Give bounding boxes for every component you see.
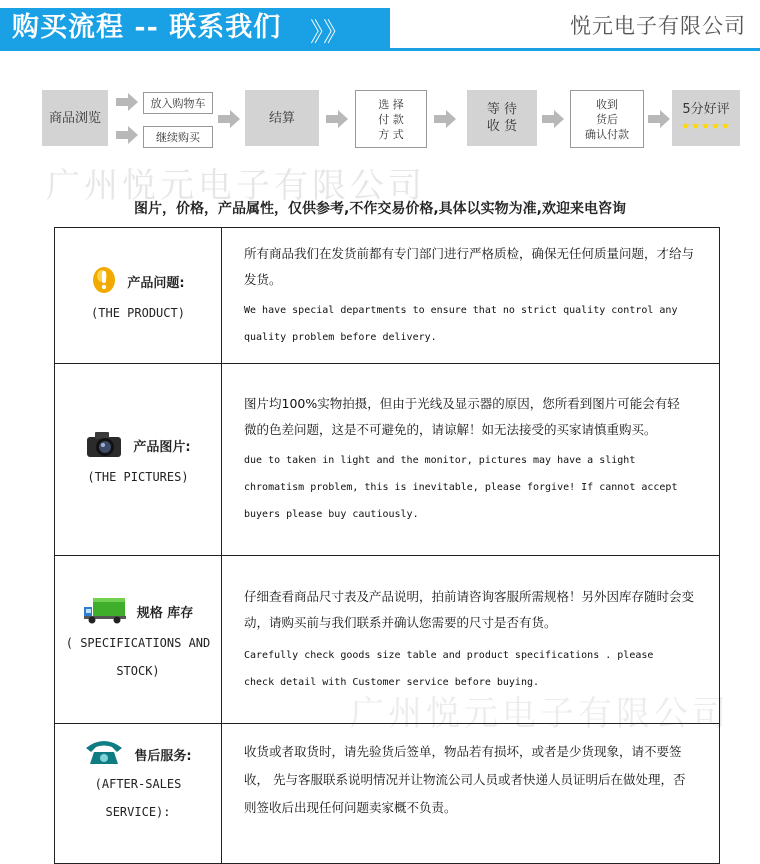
page-header <box>0 0 760 56</box>
watermark: 广州悦元电子有限公司 <box>350 694 730 734</box>
truck-icon <box>83 595 127 629</box>
price-notice: 图片，价格，产品属性，仅供参考,不作交易价格,具体以实物为准,欢迎来电咨询 <box>134 201 626 217</box>
row-content-cell <box>222 228 720 364</box>
row-title-cn: 售后服务: <box>134 748 192 764</box>
exclamation-icon <box>91 265 117 299</box>
row-title-en: (AFTER-SALES SERVICE): <box>94 777 182 819</box>
company-name: 悦元电子有限公司 <box>570 14 746 38</box>
step-browse: 商品浏览 <box>42 90 108 146</box>
chevron-right-icon: 》》 <box>310 18 350 48</box>
table-row <box>55 364 720 556</box>
info-table <box>54 227 720 864</box>
row-title-en: (THE PRODUCT) <box>91 305 185 320</box>
row-title-cell <box>55 724 222 864</box>
step-confirm-payment: 收到 货后 确认付款 <box>570 90 644 148</box>
row-title-en: ( SPECIFICATIONS AND STOCK) <box>65 635 211 678</box>
row-text-en: Carefully check goods size table and product specifications . please check detail with Customer service before buying. <box>244 649 654 688</box>
row-title-cn: 规格 库存 <box>136 606 194 621</box>
table-row <box>55 228 720 364</box>
row-content-cell <box>222 556 720 724</box>
row-title-cn: 产品图片: <box>133 440 191 455</box>
review-label: 5分好评 <box>682 102 730 117</box>
step-checkout: 结算 <box>245 90 319 146</box>
step-continue-shopping: 继续购买 <box>143 126 213 148</box>
row-title-cell <box>55 364 222 556</box>
row-text-cn: 收货或者取货时，请先验货后签单，物品若有损坏，或者是少货现象，请不要签收， 先与客服联系说明情况并让物流公司人员或者快递人员证明后在做处理，否则签收后出现任何问题卖家概不负责。 <box>244 744 686 815</box>
page-title: 购买流程 -- 联系我们 <box>12 12 282 43</box>
watermark: 广州悦元电子有限公司 <box>46 166 426 206</box>
row-text-en: due to taken in light and the monitor, pictures may have a slight chromatism problem, this is inevitable, please forgive! If cannot accept buyers please buy cautiously. <box>244 455 678 520</box>
purchase-flow <box>0 86 760 152</box>
step-wait-delivery: 等 待 收 货 <box>467 90 537 146</box>
star-rating-icon: ★★★★★ <box>681 121 731 132</box>
camera-icon <box>85 429 123 463</box>
step-review <box>672 90 740 146</box>
title-banner <box>0 8 390 48</box>
table-row <box>55 556 720 724</box>
header-divider <box>0 48 760 51</box>
row-text-cn: 所有商品我们在发货前都有专门部门进行严格质检，确保无任何质量问题，才给与发货。 <box>244 245 695 287</box>
row-text-cn: 仔细查看商品尺寸表及产品说明，拍前请咨询客服所需规格！另外因库存随时会变动，请购买前与我们联系并确认您需要的尺寸是否有货。 <box>244 588 695 630</box>
row-content-cell <box>222 364 720 556</box>
step-add-cart: 放入购物车 <box>143 92 213 114</box>
row-title-cn: 产品问题: <box>127 276 185 291</box>
step-choose-payment: 选 择 付 款 方 式 <box>355 90 427 148</box>
row-title-cell <box>55 228 222 364</box>
telephone-icon <box>84 738 124 770</box>
table-row <box>55 724 720 864</box>
row-title-en: (THE PICTURES) <box>87 469 189 484</box>
row-title-cell <box>55 556 222 724</box>
row-text-en: We have special departments to ensure that no strict quality control any quality problem before delivery. <box>244 304 678 343</box>
row-text-cn: 图片均100%实物拍摄，但由于光线及显示器的原因，您所看到图片可能会有轻微的色差问题，这是不可避免的，请谅解！如无法接受的买家请慎重购买。 <box>244 396 680 437</box>
row-content-cell <box>222 724 720 864</box>
